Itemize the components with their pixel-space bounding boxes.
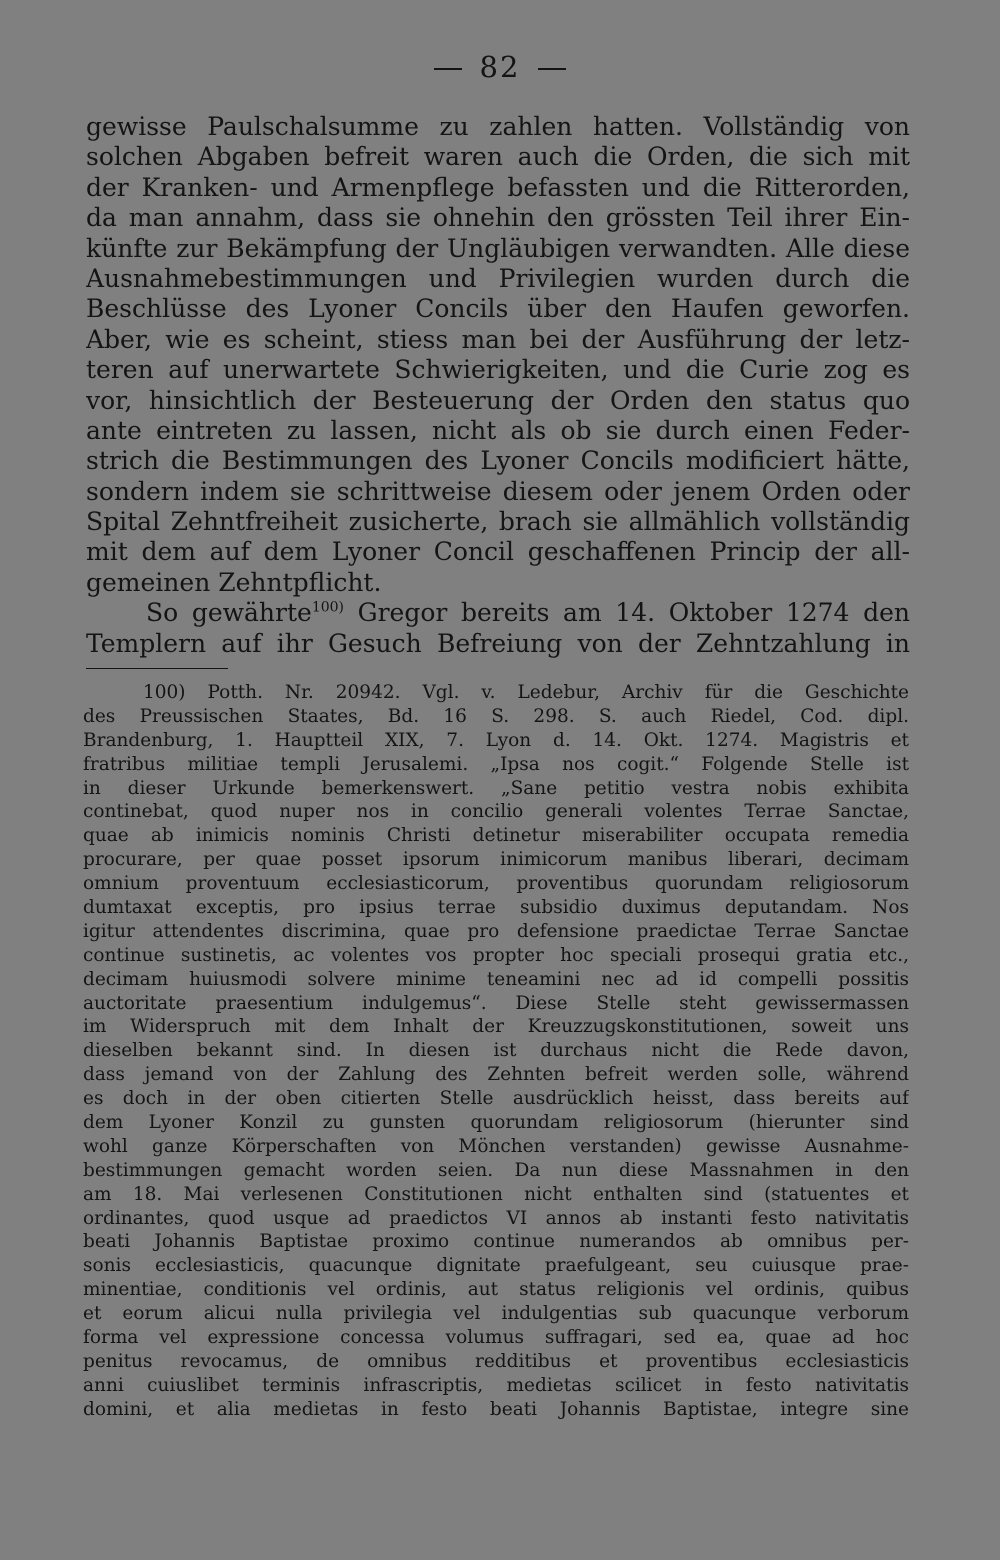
footnote-line: continebat, quod nuper nos in concilio generali volentes Terrae Sanctae, bbox=[83, 801, 909, 823]
footnote-line: beati Johannis Baptistae proximo continue numerandos ab omnibus per- bbox=[83, 1231, 909, 1253]
footnote-line: et eorum alicui nulla privilegia vel indulgentias sub quacunque verborum bbox=[83, 1303, 909, 1325]
footnote-line: am 18. Mai verlesenen Constitutionen nicht enthalten sind (statuentes et bbox=[83, 1183, 909, 1205]
footnote-line: domini, et alia medietas in festo beati Johannis Baptistae, integre sine bbox=[83, 1398, 909, 1420]
footnote-line: fratribus militiae templi Jerusalemi. „Ipsa nos cogit.“ Folgende Stelle ist bbox=[83, 753, 909, 775]
body-line: Ausnahmebestimmungen und Privilegien wurden durch die bbox=[86, 263, 910, 293]
footnote-line: procurare, per quae posset ipsorum inimicorum manibus liberari, decimam bbox=[83, 849, 909, 871]
body-line: teren auf unerwartete Schwierigkeiten, und die Curie zog es bbox=[86, 355, 910, 385]
footnote-line: quae ab inimicis nominis Christi detinetur miserabiliter occupata remedia bbox=[83, 825, 909, 847]
paragraph-2-line-2: Templern auf ihr Gesuch Befreiung von der Zehntzahlung in bbox=[86, 628, 910, 658]
footnote-line: omnium proventuum ecclesiasticorum, proventibus quorundam religiosorum bbox=[83, 873, 909, 895]
body-line: da man annahm, dass sie ohnehin den grössten Teil ihrer Ein- bbox=[86, 203, 910, 233]
footnote-line: auctoritate praesentium indulgemus“. Diese Stelle steht gewissermassen bbox=[83, 992, 909, 1014]
footnote-separator bbox=[86, 668, 228, 669]
footnote-line: anni cuiuslibet terminis infrascriptis, medietas scilicet in festo nativitatis bbox=[83, 1374, 909, 1396]
footnote-line: im Widerspruch mit dem Inhalt der Kreuzzugskonstitutionen, soweit uns bbox=[83, 1016, 909, 1038]
body-line: ante eintreten zu lassen, nicht als ob sie durch einen Feder- bbox=[86, 415, 910, 445]
page-number-header bbox=[0, 50, 1000, 84]
footnote-line: continue sustinetis, ac volentes vos propter hoc speciali prosequi gratia etc., bbox=[83, 944, 909, 966]
footnote-line: minentiae, conditionis vel ordinis, aut status religionis vel ordinis, quibus bbox=[83, 1279, 909, 1301]
footnote-line: dieselben bekannt sind. In diesen ist durchaus nicht die Rede davon, bbox=[83, 1040, 909, 1062]
right-dash bbox=[538, 68, 566, 70]
left-dash bbox=[434, 68, 462, 70]
paragraph-2-start: So gewährte bbox=[146, 598, 312, 628]
body-text bbox=[86, 112, 910, 659]
body-line: solchen Abgaben befreit waren auch die Orden, die sich mit bbox=[86, 142, 910, 172]
footnote-line: Brandenburg, 1. Hauptteil XIX, 7. Lyon d. 14. Okt. 1274. Magistris et bbox=[83, 729, 909, 751]
footnote-line: in dieser Urkunde bemerkenswert. „Sane petitio vestra nobis exhibita bbox=[83, 777, 909, 799]
body-line: sondern indem sie schrittweise diesem oder jenem Orden oder bbox=[86, 476, 910, 506]
body-line: künfte zur Bekämpfung der Ungläubigen verwandten. Alle diese bbox=[86, 233, 910, 263]
footnote-line: forma vel expressione concessa volumus suffragari, sed ea, quae ad hoc bbox=[83, 1327, 909, 1349]
footnote-line: 100) Potth. Nr. 20942. Vgl. v. Ledebur, Archiv für die Geschichte bbox=[143, 682, 909, 703]
footnote-line: es doch in der oben citierten Stelle ausdrücklich heisst, dass bereits auf bbox=[83, 1088, 909, 1110]
body-line: der Kranken- und Armenpflege befassten und die Ritterorden, bbox=[86, 172, 910, 202]
body-line: Spital Zehntfreiheit zusicherte, brach sie allmählich vollständig bbox=[86, 507, 910, 537]
footnote-line: bestimmungen gemacht worden seien. Da nun diese Massnahmen in den bbox=[83, 1159, 909, 1181]
body-line: gewisse Paulschalsumme zu zahlen hatten. Vollständig von bbox=[86, 112, 910, 141]
body-line: vor, hinsichtlich der Besteuerung der Orden den status quo bbox=[86, 385, 910, 415]
footnote-block bbox=[83, 681, 909, 1422]
footnote-line: dass jemand von der Zahlung des Zehnten befreit werden solle, während bbox=[83, 1064, 909, 1086]
page-number: 82 bbox=[479, 50, 521, 84]
footnote-line: penitus revocamus, de omnibus redditibus et proventibus ecclesiasticis bbox=[83, 1350, 909, 1372]
body-line: mit dem auf dem Lyoner Concil geschaffenen Princip der all- bbox=[86, 537, 910, 567]
body-line: Beschlüsse des Lyoner Concils über den Haufen geworfen. bbox=[86, 294, 910, 324]
footnote-reference[interactable]: 100) bbox=[311, 599, 344, 616]
footnote-line: dumtaxat exceptis, pro ipsius terrae subsidio duximus deputandam. Nos bbox=[83, 897, 909, 919]
paragraph-2-rest: Gregor bereits am 14. Oktober 1274 den bbox=[357, 598, 910, 628]
footnote-line: des Preussischen Staates, Bd. 16 S. 298. S. auch Riedel, Cod. dipl. bbox=[83, 705, 909, 727]
footnote-line: igitur attendentes discrimina, quae pro defensione praedictae Terrae Sanctae bbox=[83, 920, 909, 942]
body-line: Aber, wie es scheint, stiess man bei der Ausführung der letz- bbox=[86, 324, 910, 354]
paragraph-2-line-1 bbox=[86, 598, 910, 628]
footnote-line: ordinantes, quod usque ad praedictos VI annos ab instanti festo nativitatis bbox=[83, 1207, 909, 1229]
body-line: strich die Bestimmungen des Lyoner Concils modificiert hätte, bbox=[86, 446, 910, 476]
footnote-line: wohl ganze Körperschaften von Mönchen verstanden) gewisse Ausnahme- bbox=[83, 1135, 909, 1157]
footnote-line: sonis ecclesiasticis, quacunque dignitate praefulgeant, seu cuiusque prae- bbox=[83, 1255, 909, 1277]
body-line: gemeinen Zehntpflicht. bbox=[86, 567, 382, 597]
footnote-line: decimam huiusmodi solvere minime teneamini nec ad id compelli possitis bbox=[83, 968, 909, 990]
footnote-line: dem Lyoner Konzil zu gunsten quorundam religiosorum (hierunter sind bbox=[83, 1112, 909, 1134]
